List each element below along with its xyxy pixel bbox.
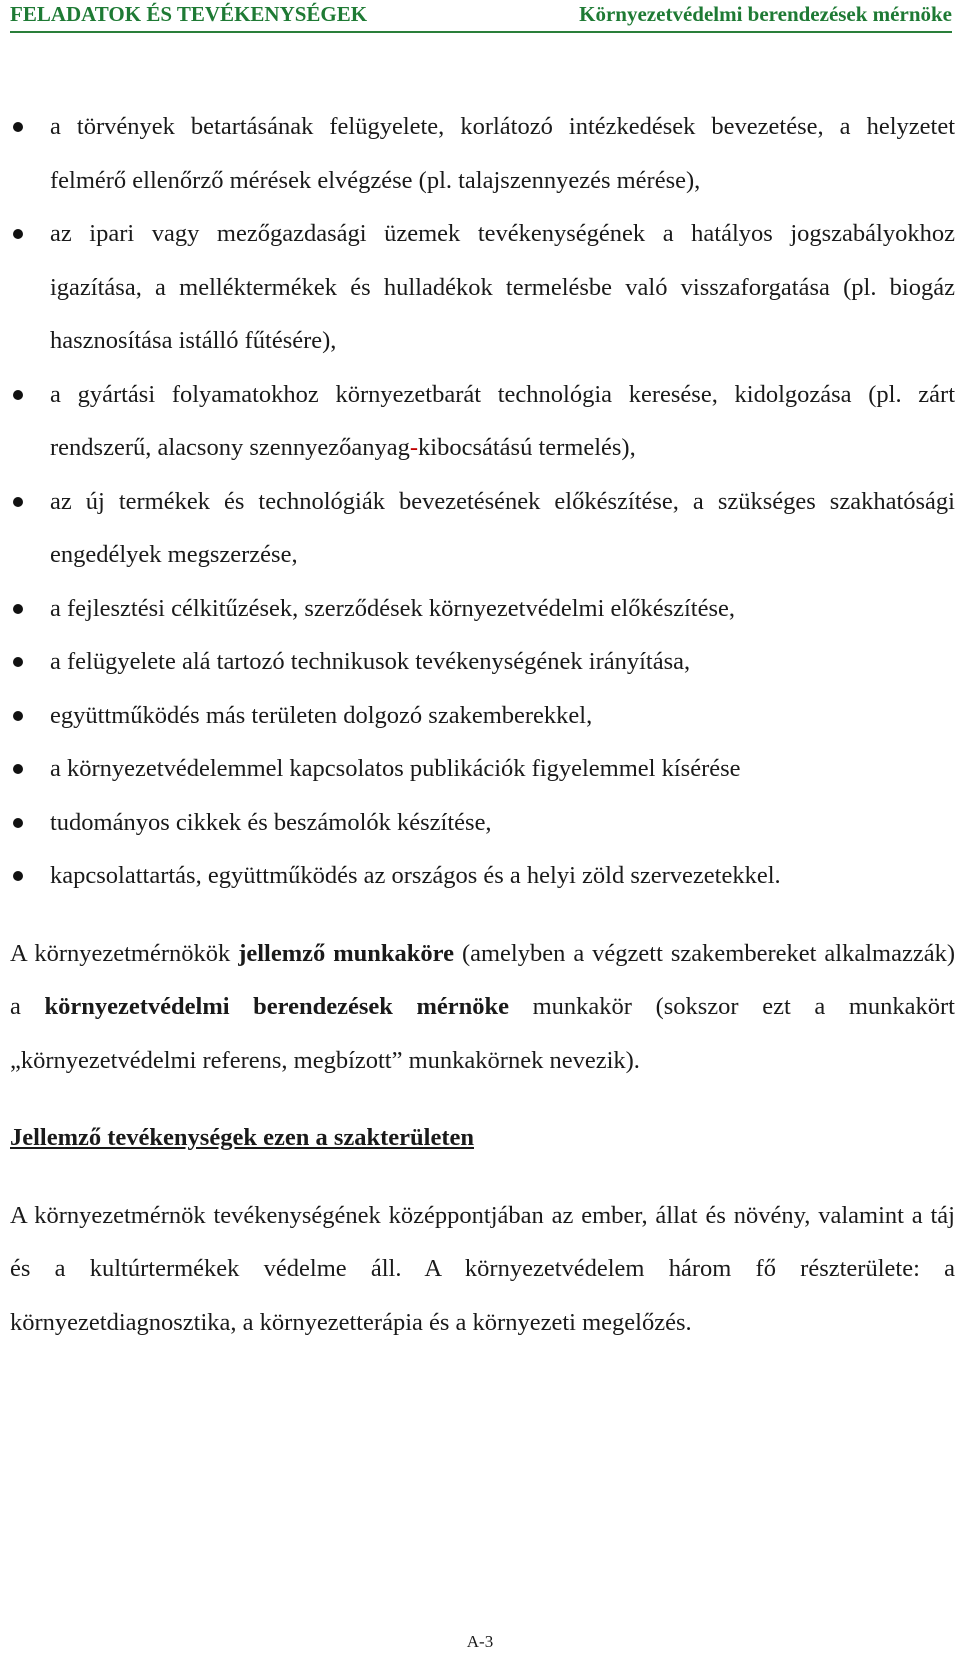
page-number: A-3 <box>466 1632 494 1651</box>
list-item-text: együttműködés más területen dolgozó szakemberekkel, <box>50 701 593 729</box>
list-item-text: az ipari vagy mezőgazdasági üzemek tevékenységének a hatályos jogszabályokhoz igazítása, a melléktermékek és hulladékok termelésbe való visszaforgatása (pl. biogáz hasznosítása istálló fűtésére), <box>50 220 955 354</box>
list-item <box>10 742 955 796</box>
header-right-title: Környezetvédelmi berendezések mérnöke <box>579 2 952 26</box>
list-item <box>10 635 955 689</box>
paragraph-text: munkakör (sokszor ezt a munkakört „környezetvédelmi referens, megbízott” munkakörnek nevezik). <box>10 993 955 1074</box>
bullet-icon <box>13 497 23 507</box>
list-item-text: a környezetvédelemmel kapcsolatos publikációk figyelemmel kísérése <box>50 755 741 782</box>
header-left-title: FELADATOK ÉS TEVÉKENYSÉGEK <box>10 2 368 26</box>
list-item <box>10 100 955 207</box>
bullet-icon <box>13 657 23 667</box>
list-item <box>10 849 955 903</box>
paragraph-bold-text: jellemző munkaköre <box>238 939 454 967</box>
activities-paragraph: A környezetmérnök tevékenységének középpontjában az ember, állat és növény, valamint a táj és a kultúrtermékek védelme áll. A környezetvédelem három fő részterülete: a környezetdiagnosztika, a környezetterápia és a környezeti megelőzés. <box>10 1201 955 1336</box>
list-item-text: kibocsátású termelés), <box>418 434 636 461</box>
list-item-text: a fejlesztési célkitűzések, szerződések környezetvédelmi előkészítése, <box>50 594 735 622</box>
bullet-icon <box>13 604 23 614</box>
spacer <box>10 1087 955 1111</box>
header-rule <box>10 31 952 33</box>
list-item-text: az új termékek és technológiák bevezetésének előkészítése, a szükséges szakhatósági engedélyek megszerzése, <box>50 487 955 568</box>
bullet-icon <box>13 229 23 239</box>
list-item <box>10 207 955 368</box>
section-heading: Jellemző tevékenységek ezen a szakterületen <box>10 1124 474 1151</box>
paragraph-text: (amelyben a végzett szakembereket alkalmazzák) a <box>10 939 955 1020</box>
bullet-icon <box>13 390 23 400</box>
list-item-text: a felügyelete alá tartozó technikusok tevékenységének irányítása, <box>50 648 691 675</box>
spacer <box>10 903 955 927</box>
bullet-icon <box>13 711 23 721</box>
list-item <box>10 475 955 582</box>
list-item <box>10 689 955 743</box>
list-item-text: tudományos cikkek és beszámolók készítése, <box>50 808 492 836</box>
page-content <box>10 100 955 1349</box>
bullet-icon <box>13 122 23 132</box>
job-role-paragraph <box>10 927 955 1088</box>
bullet-icon <box>13 764 23 774</box>
bullet-icon <box>13 871 23 881</box>
list-item-text: a gyártási folyamatokhoz környezetbarát technológia keresése, kidolgozása (pl. zárt rendszerű, alacsony szennyezőanyag <box>50 380 955 461</box>
page-header <box>0 0 960 34</box>
list-item-text: kapcsolattartás, együttműködés az országos és a helyi zöld szervezetekkel. <box>50 862 781 889</box>
task-bullet-list <box>10 100 955 903</box>
spacer <box>10 1165 955 1189</box>
list-item <box>10 368 955 475</box>
paragraph-bold-text: környezetvédelmi berendezések mérnöke <box>44 993 510 1020</box>
list-item <box>10 582 955 636</box>
paragraph-text: A környezetmérnökök <box>10 939 239 967</box>
list-item <box>10 796 955 850</box>
bullet-icon <box>13 818 23 828</box>
list-item-text: a törvények betartásának felügyelete, korlátozó intézkedések bevezetése, a helyzetet felmérő ellenőrző mérések elvégzése (pl. talajszennyezés mérése), <box>50 113 955 194</box>
list-item-dash: - <box>409 434 419 461</box>
